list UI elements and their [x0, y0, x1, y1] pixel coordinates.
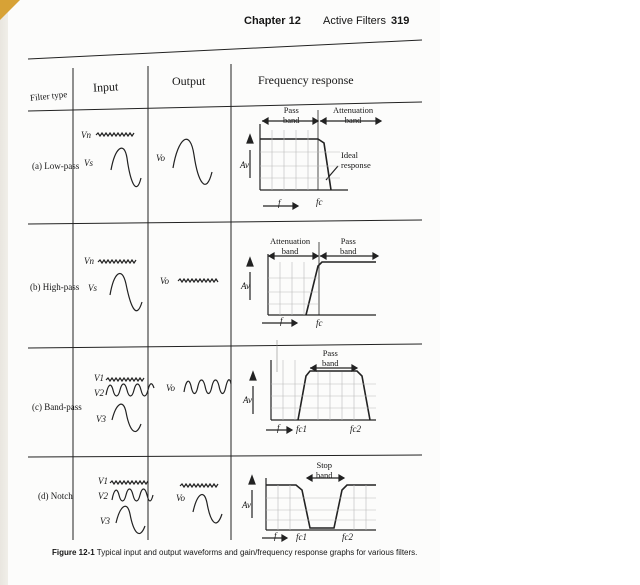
col-header-frequency-response: Frequency response	[258, 73, 354, 87]
highpass-fc-label: fc	[316, 318, 323, 328]
notch-f-label: f	[274, 531, 277, 541]
bandpass-av-label: Av	[243, 395, 252, 405]
bandpass-v1-label: V1	[94, 373, 104, 383]
notch-v1-wave	[110, 481, 148, 484]
row-label-highpass: (b) High-pass	[30, 282, 80, 292]
notch-response-curve	[266, 485, 376, 528]
figure-caption	[52, 548, 422, 558]
bandpass-v2-wave	[106, 384, 154, 396]
highpass-noise-label: Vn	[84, 256, 94, 266]
highpass-input-signal-wave	[110, 273, 142, 310]
notch-stop-band-label: Stop band	[316, 460, 333, 480]
highpass-response-curve	[306, 262, 376, 315]
bandpass-output-wave	[184, 380, 231, 394]
notch-v3-wave	[116, 506, 145, 533]
bandpass-v1-wave	[106, 378, 144, 381]
notch-v2-wave	[112, 489, 153, 501]
row-divider-2	[28, 344, 422, 348]
chapter-label: Chapter 12	[244, 15, 301, 27]
lowpass-output-label: Vo	[156, 153, 165, 163]
notch-v3-label: V3	[100, 516, 110, 526]
bandpass-v3-wave	[112, 404, 141, 431]
lowpass-response-curve	[260, 139, 331, 190]
notch-v2-label: V2	[98, 491, 108, 501]
lowpass-noise-label: Vn	[81, 130, 91, 140]
chapter-title: Active Filters	[323, 15, 386, 27]
col-header-output: Output	[172, 74, 206, 88]
row-label-lowpass: (a) Low-pass	[32, 161, 80, 171]
row-label-notch: (d) Notch	[38, 491, 73, 501]
notch-av-label: Av	[242, 500, 251, 510]
bandpass-fc1-label: fc1	[296, 424, 307, 434]
highpass-output-label: Vo	[160, 276, 169, 286]
bandpass-v3-label: V3	[96, 414, 106, 424]
page-number: 319	[391, 15, 410, 27]
highpass-atten-band-label: Attenuation band	[270, 236, 311, 256]
bandpass-pass-band-label: Pass band	[322, 348, 339, 368]
notch-fc2-label: fc2	[342, 532, 353, 542]
lowpass-av-label: Av	[240, 160, 249, 170]
lowpass-input-signal-wave	[111, 148, 141, 187]
notch-output-vn	[180, 484, 218, 487]
bandpass-f-label: f	[277, 423, 280, 433]
bandpass-fc2-label: fc2	[350, 424, 361, 434]
bandpass-output-label: Vo	[166, 383, 175, 393]
row-divider-1	[28, 220, 422, 224]
highpass-av-label: Av	[241, 281, 250, 291]
lowpass-signal-label: Vs	[84, 158, 93, 168]
lowpass-fc-label: fc	[316, 197, 323, 207]
highpass-signal-label: Vs	[88, 283, 97, 293]
col-header-input: Input	[92, 79, 119, 95]
notch-v1-label: V1	[98, 476, 108, 486]
col-header-filter-type: Filter type	[29, 89, 68, 103]
notch-fc1-label: fc1	[296, 532, 307, 542]
row-label-bandpass: (c) Band-pass	[32, 402, 82, 412]
lowpass-noise-wave	[96, 133, 134, 136]
table-top-rule	[28, 40, 422, 59]
notch-output-label: Vo	[176, 493, 185, 503]
row-divider-3	[28, 455, 422, 457]
lowpass-ideal-response-label: Ideal response	[341, 150, 371, 170]
lowpass-pass-band-label: Pass band	[283, 105, 300, 125]
lowpass-output-wave	[173, 139, 212, 184]
bandpass-response-curve	[298, 371, 370, 420]
bandpass-v2-label: V2	[94, 388, 104, 398]
notch-output-wave	[193, 494, 222, 522]
lowpass-f-label: f	[278, 198, 281, 208]
highpass-f-label: f	[280, 316, 283, 326]
highpass-output-wave	[178, 279, 218, 282]
figure-label: Figure 12-1	[52, 548, 95, 557]
figure-caption-text: Typical input and output waveforms and gain/frequency response graphs for various filters.	[96, 548, 418, 557]
highpass-noise-wave	[98, 260, 136, 263]
highpass-pass-band-label: Pass band	[340, 236, 357, 256]
lowpass-atten-band-label: Attenuation band	[333, 105, 374, 125]
